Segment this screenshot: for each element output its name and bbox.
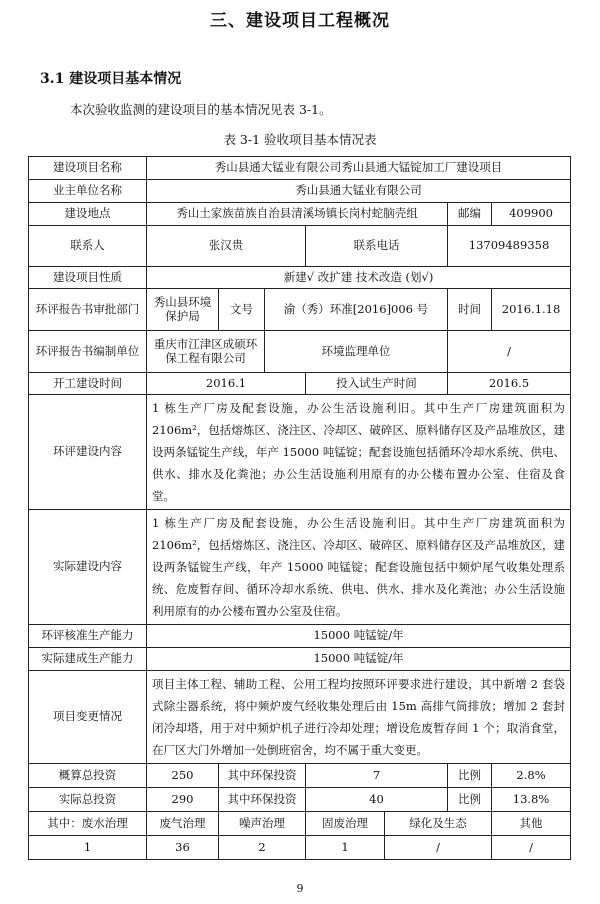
- table-row: [29, 331, 571, 373]
- time-label: 时间: [448, 289, 492, 331]
- row-label: 环评核准生产能力: [29, 625, 147, 648]
- breakdown-header-cell: 其中：废水治理: [29, 812, 147, 836]
- table-row: [29, 180, 571, 203]
- doc-no-label: 文号: [219, 289, 265, 331]
- trial-date: 2016.5: [448, 373, 571, 395]
- page-number: 9: [296, 882, 304, 895]
- monitor-value: /: [448, 331, 571, 373]
- monitor-label: 环境监理单位: [265, 331, 448, 373]
- project-info-table: [28, 156, 571, 860]
- table-row: [29, 648, 571, 671]
- table-row: [29, 395, 571, 510]
- table-row: [29, 226, 571, 267]
- breakdown-header-cell: 固废治理: [306, 812, 385, 836]
- page-title: 三、建设项目工程概况: [210, 11, 390, 31]
- row-label: 建设项目名称: [29, 157, 147, 180]
- table-row: [29, 373, 571, 395]
- breakdown-value-cell: 1: [306, 836, 385, 860]
- budget-ratio-value: 2.8%: [492, 764, 571, 788]
- budget-ratio-label: 比例: [448, 764, 492, 788]
- budget-value: 250: [147, 764, 219, 788]
- breakdown-value-cell: /: [385, 836, 492, 860]
- postcode-label: 邮编: [448, 203, 492, 226]
- actual-env-value: 40: [306, 788, 448, 812]
- phone-label: 联系电话: [306, 226, 448, 267]
- table-row: [29, 267, 571, 289]
- owner-value: 秀山县通大锰业有限公司: [147, 180, 571, 203]
- postcode-value: 409900: [492, 203, 571, 226]
- table-row: [29, 788, 571, 812]
- budget-env-label: 其中环保投资: [219, 764, 306, 788]
- breakdown-value-cell: 1: [29, 836, 147, 860]
- actual-capacity-value: 15000 吨锰锭/年: [147, 648, 571, 671]
- row-label: 联系人: [29, 226, 147, 267]
- actual-ratio-label: 比例: [448, 788, 492, 812]
- nature-value: 新建√ 改扩建 技术改造 (划√): [147, 267, 571, 289]
- budget-env-value: 7: [306, 764, 448, 788]
- row-label: 环评报告书编制单位: [29, 331, 147, 373]
- location-value: 秀山土家族苗族自治县清溪场镇长岗村蛇脑壳组: [147, 203, 448, 226]
- row-label: 概算总投资: [29, 764, 147, 788]
- section-title: 3.1 建设项目基本情况: [40, 71, 182, 87]
- row-label: 建设地点: [29, 203, 147, 226]
- row-label: 环评建设内容: [29, 395, 147, 510]
- row-label: 业主单位名称: [29, 180, 147, 203]
- table-row: [29, 203, 571, 226]
- doc-no-value: 渝（秀）环准[2016]006 号: [265, 289, 448, 331]
- eia-content-text: 1 栋生产厂房及配套设施，办公生活设施利旧。其中生产厂房建筑面积为 2106m²，包括熔炼区、浇注区、冷却区、破碎区、原料储存区及产品堆放区，建设两条锰锭生产线，年产 15000 吨锰锭；配套设施包括循环冷却水系统、供电、供水、排水及化粪池；办公生活设施利用原有的办公楼布置办公室、住宿及食堂。: [147, 395, 571, 510]
- row-label: 开工建设时间: [29, 373, 147, 395]
- row-label: 项目变更情况: [29, 671, 147, 764]
- trial-label: 投入试生产时间: [306, 373, 448, 395]
- intro-text: 本次验收监测的建设项目的基本情况见表 3-1。: [70, 102, 332, 117]
- time-value: 2016.1.18: [492, 289, 571, 331]
- table-row: [29, 289, 571, 331]
- eia-capacity-value: 15000 吨锰锭/年: [147, 625, 571, 648]
- breakdown-header-cell: 废气治理: [147, 812, 219, 836]
- actual-content-text: 1 栋生产厂房及配套设施，办公生活设施利旧。其中生产厂房建筑面积为 2106m²，包括熔炼区、浇注区、冷却区、破碎区、原料储存区及产品堆放区，建设两条锰锭生产线，年产 15000 吨锰锭；配套设施包括中频炉尾气收集处理系统、危废暂存间、循环冷却水系统、供电、供水、排水及化粪池；办公生活设施利用原有的办公楼布置办公室及住宿。: [147, 510, 571, 625]
- breakdown-value-cell: 36: [147, 836, 219, 860]
- changes-text: 项目主体工程、辅助工程、公用工程均按照环评要求进行建设，其中新增 2 套袋式除尘器系统，将中频炉废气经收集处理后由 15m 高排气筒排放；增加 2 套封闭冷却塔，用于对中频炉机子进行冷却处理；增设危废暂存间 1 个；取消食堂，在厂区大门外增加一处倒班宿舍，均不属于重大变更。: [147, 671, 571, 764]
- breakdown-header-cell: 其他: [492, 812, 571, 836]
- table-row: [29, 836, 571, 860]
- row-label: 建设项目性质: [29, 267, 147, 289]
- table-row: [29, 510, 571, 625]
- table-row: [29, 812, 571, 836]
- table-row: [29, 625, 571, 648]
- actual-ratio-value: 13.8%: [492, 788, 571, 812]
- compiler-unit: 重庆市江津区成硕环保工程有限公司: [147, 331, 265, 373]
- row-label: 实际总投资: [29, 788, 147, 812]
- row-label: 实际建设内容: [29, 510, 147, 625]
- table-row: [29, 157, 571, 180]
- breakdown-value-cell: 2: [219, 836, 306, 860]
- breakdown-value-cell: /: [492, 836, 571, 860]
- actual-env-label: 其中环保投资: [219, 788, 306, 812]
- breakdown-header-cell: 绿化及生态: [385, 812, 492, 836]
- row-label: 环评报告书审批部门: [29, 289, 147, 331]
- contact-value: 张汉贵: [147, 226, 306, 267]
- table-row: [29, 764, 571, 788]
- project-name-value: 秀山县通大锰业有限公司秀山县通大锰锭加工厂建设项目: [147, 157, 571, 180]
- approval-dept: 秀山县环境保护局: [147, 289, 219, 331]
- actual-invest-value: 290: [147, 788, 219, 812]
- row-label: 实际建成生产能力: [29, 648, 147, 671]
- start-date: 2016.1: [147, 373, 306, 395]
- table-caption: 表 3-1 验收项目基本情况表: [223, 132, 377, 147]
- table-row: [29, 671, 571, 764]
- phone-value: 13709489358: [448, 226, 571, 267]
- breakdown-header-cell: 噪声治理: [219, 812, 306, 836]
